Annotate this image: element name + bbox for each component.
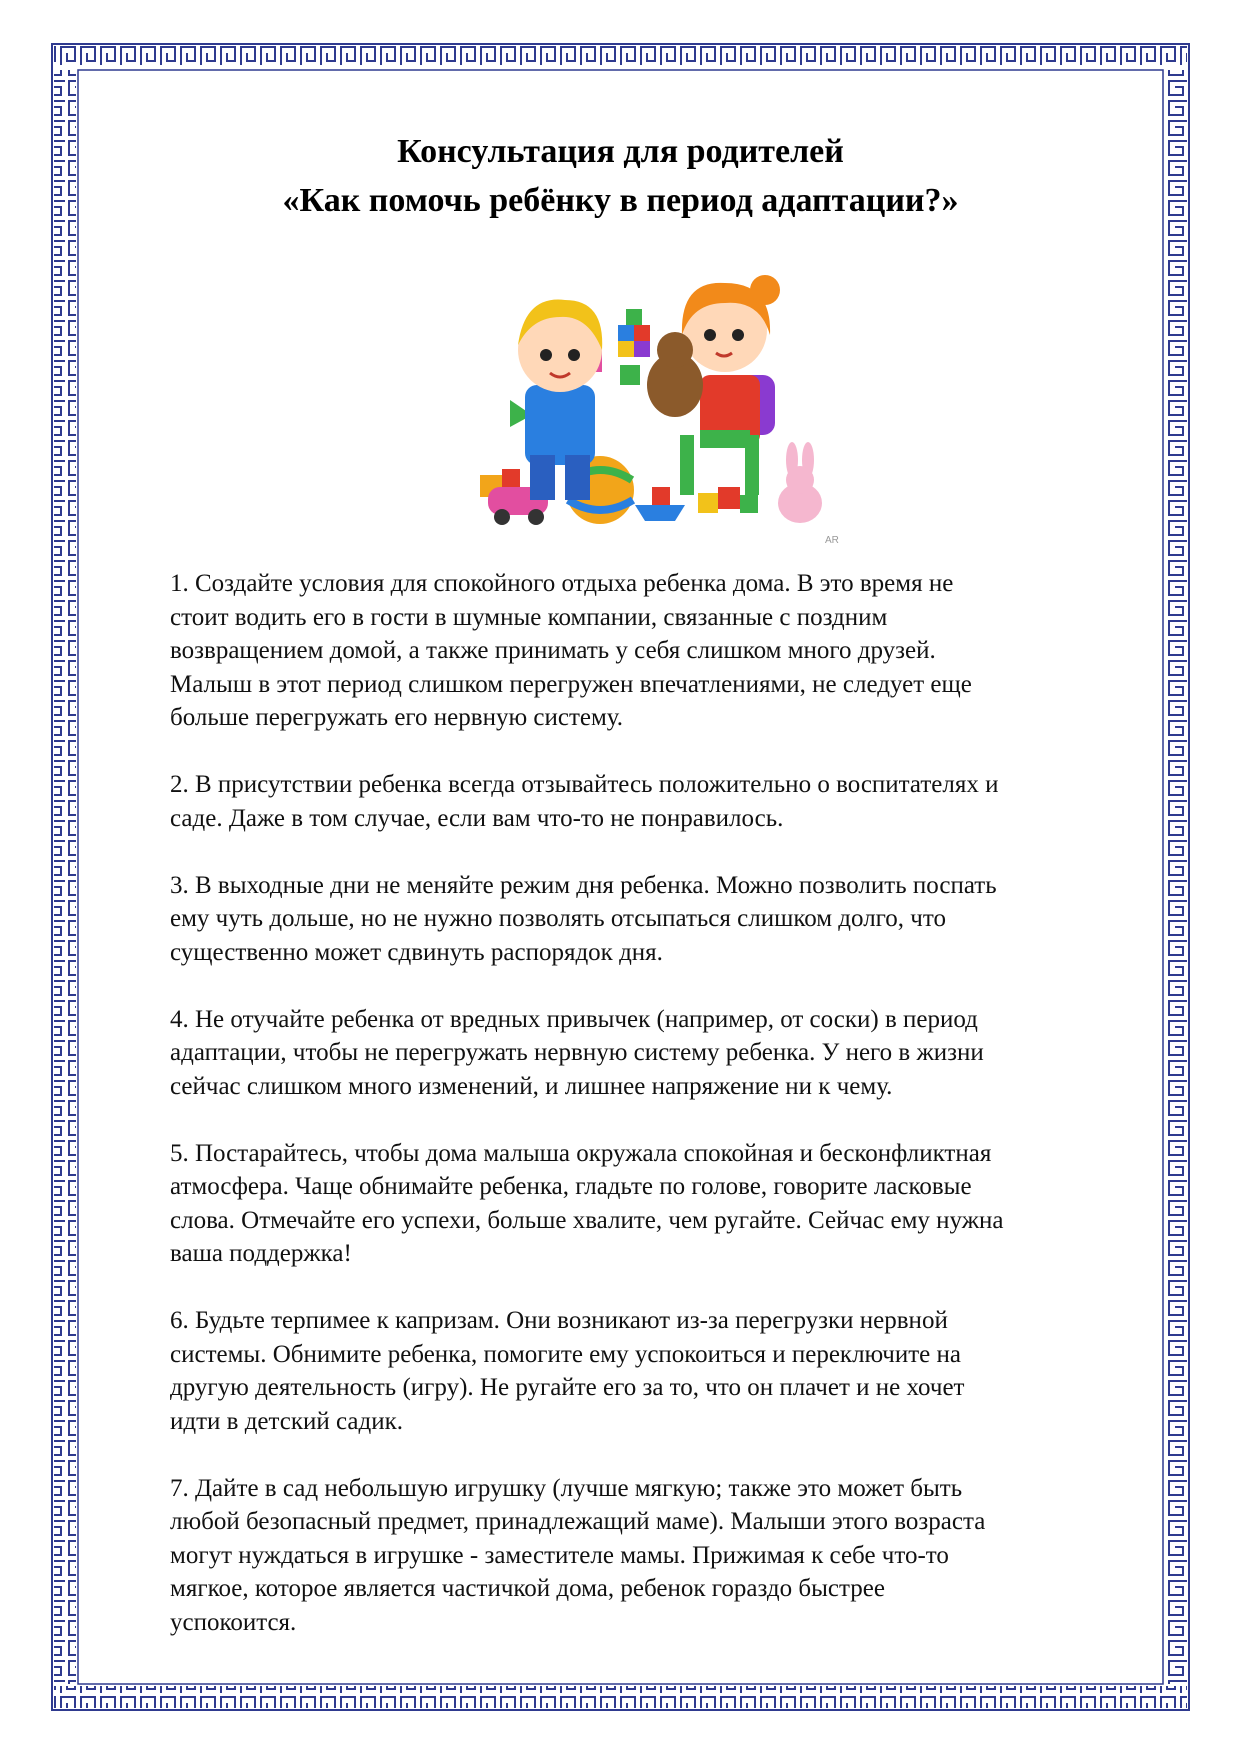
paragraph-line: 6. Будьте терпимее к капризам. Они возникают из-за перегрузки нервной xyxy=(170,1307,948,1334)
paragraph-line: стоит водить его в гости в шумные компании, связанные с поздним xyxy=(170,603,888,631)
advice-paragraph xyxy=(170,1137,1150,1271)
advice-paragraph xyxy=(170,869,1150,970)
paragraph-line: саде. Даже в том случае, если вам что-то не понравилось. xyxy=(170,804,784,832)
paragraph-line: существенно может сдвинуть распорядок дня. xyxy=(170,938,663,966)
paragraph-line: идти в детский садик. xyxy=(170,1407,403,1435)
paragraph-line: ваша поддержка! xyxy=(170,1240,352,1267)
advice-paragraph xyxy=(170,1003,1150,1104)
paragraph-line: слова. Отмечайте его успехи, больше хвалите, чем ругайте. Сейчас ему нужна xyxy=(170,1206,1004,1234)
page-title-line1: Консультация для родителей xyxy=(397,133,844,170)
girl-icon xyxy=(647,275,780,495)
toy-boat-icon xyxy=(635,505,685,521)
boy-icon xyxy=(518,300,602,500)
advice-paragraph xyxy=(170,1304,1150,1438)
block-icon xyxy=(502,469,520,487)
advice-paragraph xyxy=(170,768,1150,835)
paragraph-line: возвращением домой, а также принимать у себя слишком много друзей. xyxy=(170,637,936,664)
advice-paragraph xyxy=(170,1472,1150,1640)
paragraph-line: адаптации, чтобы не перегружать нервную систему ребенка. У него в жизни xyxy=(170,1039,984,1066)
paragraph-line: мягкое, которое является частичкой дома, ребенок гораздо быстрее xyxy=(170,1575,885,1602)
paragraph-line: системы. Обнимите ребенка, помогите ему успокоиться и переключите на xyxy=(170,1340,961,1368)
paragraph-line: 4. Не отучайте ребенка от вредных привычек (например, от соски) в период xyxy=(170,1005,978,1033)
paragraph-line: успокоится. xyxy=(170,1608,297,1636)
paragraph-line: 7. Дайте в сад небольшую игрушку (лучше мягкую; также это может быть xyxy=(170,1474,963,1502)
page-title-line2: «Как помочь ребёнку в период адаптации?» xyxy=(282,182,959,219)
illustration-badge: AR xyxy=(825,535,839,546)
paragraph-line: ему чуть дольше, но не нужно позволять отсыпаться слишком долго, что xyxy=(170,905,946,932)
paragraph-line: больше перегружать его нервную систему. xyxy=(170,704,624,731)
paragraph-line: 3. В выходные дни не меняйте режим дня ребенка. Можно позволить поспать xyxy=(170,871,997,899)
paragraph-line: 2. В присутствии ребенка всегда отзывайтесь положительно о воспитателях и xyxy=(170,771,999,798)
paragraph-line: другую деятельность (игру). Не ругайте его за то, что он плачет и не хочет xyxy=(170,1374,965,1401)
advice-list xyxy=(170,567,1150,1673)
children-playing-illustration xyxy=(470,255,860,550)
paragraph-line: Малыш в этот период слишком перегружен впечатлениями, не следует еще xyxy=(170,670,972,698)
paragraph-line: атмосфера. Чаще обнимайте ребенка, гладьте по голове, говорите ласковые xyxy=(170,1173,972,1200)
paragraph-line: 5. Постарайтесь, чтобы дома малыша окружала спокойная и бесконфликтная xyxy=(170,1139,992,1167)
paragraph-line: сейчас слишком много изменений, и лишнее напряжение ни к чему. xyxy=(170,1072,893,1100)
advice-paragraph xyxy=(170,567,1150,735)
paragraph-line: могут нуждаться в игрушке - заместителе мамы. Прижимая к себе что-то xyxy=(170,1541,949,1569)
paragraph-line: 1. Создайте условия для спокойного отдыха ребенка дома. В это время не xyxy=(170,570,954,597)
paragraph-line: любой безопасный предмет, принадлежащий маме). Малыши этого возраста xyxy=(170,1508,986,1535)
